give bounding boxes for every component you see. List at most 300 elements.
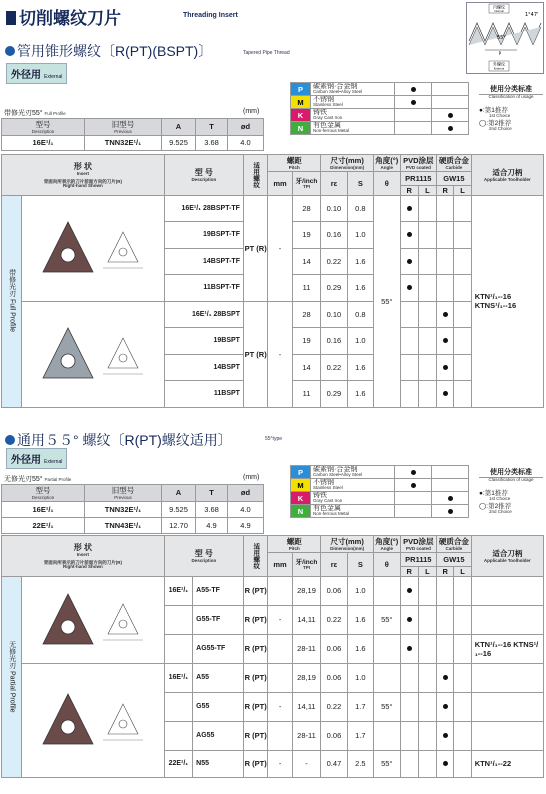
recommend-cell bbox=[437, 222, 454, 249]
diagram-internal-sub: Internal bbox=[494, 10, 504, 13]
recommend-cell bbox=[418, 301, 436, 328]
material-code: P bbox=[291, 466, 311, 479]
recommend-cell bbox=[437, 275, 454, 302]
bullet-icon bbox=[5, 435, 15, 445]
tpi-cell: - bbox=[292, 750, 320, 777]
col-hand: L bbox=[454, 566, 471, 576]
diagram-angle2: 1°47' bbox=[525, 12, 539, 18]
recommend-cell bbox=[400, 328, 418, 355]
s-cell: 1.0 bbox=[347, 222, 373, 249]
recommend-cell bbox=[400, 605, 418, 634]
toolholder-cell bbox=[471, 605, 543, 634]
recommend-cell bbox=[395, 122, 432, 135]
table-row bbox=[2, 195, 544, 222]
col-theta: θ bbox=[374, 171, 400, 195]
first-choice-dot-icon bbox=[411, 87, 416, 92]
angle-cell: 55° bbox=[374, 605, 400, 634]
prefix-cell: 16E¹/₁ bbox=[164, 576, 192, 605]
tpi-cell: 28-11 bbox=[292, 721, 320, 750]
model-cell: 11BSPT bbox=[164, 381, 243, 408]
model-cell: 14BSPT bbox=[164, 354, 243, 381]
angle-cell: 55° bbox=[374, 750, 400, 777]
applic-cell: R (PT) bbox=[243, 692, 267, 721]
tpi-cell: 28 bbox=[292, 195, 320, 222]
re-cell: 0.22 bbox=[321, 248, 347, 275]
recommend-cell bbox=[400, 301, 418, 328]
recommend-cell bbox=[418, 576, 436, 605]
first-choice-dot-icon bbox=[411, 483, 416, 488]
diagram-external-sub: External bbox=[493, 67, 505, 71]
side-label: 无修光刃 Partial Profile bbox=[2, 576, 22, 777]
table-row bbox=[2, 301, 544, 328]
col-tpi: 牙/inch TPI bbox=[292, 552, 320, 576]
recommend-cell bbox=[437, 721, 454, 750]
first-choice-dot-icon bbox=[443, 391, 448, 396]
s-cell: 0.8 bbox=[347, 195, 373, 222]
recommend-cell bbox=[400, 222, 418, 249]
recommend-cell bbox=[432, 492, 469, 505]
toolholder-cell bbox=[471, 692, 543, 721]
re-cell: 0.06 bbox=[321, 576, 347, 605]
thread-profile-diagram bbox=[466, 2, 544, 74]
prefix-cell bbox=[164, 605, 192, 634]
applic-cell: R (PT) bbox=[243, 663, 267, 692]
s-cell: 1.6 bbox=[347, 275, 373, 302]
first-choice-dot-icon bbox=[443, 761, 448, 766]
model-cell: G55 bbox=[193, 692, 244, 721]
col-hand: R bbox=[437, 566, 454, 576]
first-choice-dot-icon bbox=[407, 646, 412, 651]
model-cell: A55-TF bbox=[193, 576, 244, 605]
first-choice-dot-icon bbox=[443, 338, 448, 343]
model-cell: G55-TF bbox=[193, 605, 244, 634]
re-cell: 0.16 bbox=[321, 328, 347, 355]
material-code: P bbox=[291, 83, 311, 96]
col-s: S bbox=[347, 552, 373, 576]
recommend-cell bbox=[418, 692, 436, 721]
applic-cell: R (PT) bbox=[243, 721, 267, 750]
s-cell: 1.6 bbox=[347, 248, 373, 275]
col-applicable-thread: 适用螺纹 bbox=[243, 155, 267, 196]
recommend-cell bbox=[418, 721, 436, 750]
applic-cell: PT (R) bbox=[243, 301, 267, 407]
re-cell: 0.10 bbox=[321, 195, 347, 222]
first-choice-dot-icon bbox=[407, 232, 412, 237]
re-cell: 0.22 bbox=[321, 354, 347, 381]
re-cell: 0.06 bbox=[321, 663, 347, 692]
recommend-cell bbox=[400, 381, 418, 408]
material-row bbox=[291, 109, 469, 122]
section2-external-tag: 外径用 External bbox=[6, 448, 67, 469]
material-row bbox=[291, 83, 469, 96]
material-label: 铸铁 Gray Cast Iron bbox=[311, 492, 395, 505]
recommend-cell bbox=[418, 195, 436, 222]
re-cell: 0.06 bbox=[321, 634, 347, 663]
col-toolholder: 适合刀柄 Applicable Toolholder bbox=[471, 536, 543, 577]
recommend-cell bbox=[437, 328, 454, 355]
recommend-cell bbox=[395, 479, 432, 492]
col-pvd: PVD涂层 PVD coated bbox=[400, 155, 437, 172]
model-cell: A55 bbox=[193, 663, 244, 692]
prefix-cell bbox=[164, 634, 192, 663]
first-choice-dot-icon bbox=[448, 113, 453, 118]
tpi-cell: 19 bbox=[292, 222, 320, 249]
recommend-cell bbox=[395, 466, 432, 479]
page-title-en: Threading Insert bbox=[183, 12, 238, 19]
recommend-cell bbox=[395, 505, 432, 518]
s-cell: 1.7 bbox=[347, 692, 373, 721]
model-cell: AG55 bbox=[193, 721, 244, 750]
col-hand: L bbox=[418, 566, 436, 576]
tpi-cell: 14 bbox=[292, 248, 320, 275]
s-cell: 1.6 bbox=[347, 605, 373, 634]
first-choice-dot-icon bbox=[407, 259, 412, 264]
col-mm: mm bbox=[268, 552, 292, 576]
prefix-cell bbox=[164, 692, 192, 721]
recommend-cell bbox=[454, 222, 471, 249]
recommend-cell bbox=[454, 692, 471, 721]
recommend-cell bbox=[437, 663, 454, 692]
section2-material-legend bbox=[290, 465, 469, 518]
col-pitch: 螺距 Pitch bbox=[268, 536, 321, 553]
section1-external-tag: 外径用 External bbox=[6, 63, 67, 84]
material-code: K bbox=[291, 109, 311, 122]
table-row bbox=[2, 576, 544, 605]
col-re: rε bbox=[321, 171, 347, 195]
insert-image bbox=[22, 576, 164, 663]
tpi-cell: 11 bbox=[292, 275, 320, 302]
recommend-cell bbox=[418, 222, 436, 249]
section1-material-legend bbox=[290, 82, 469, 135]
first-choice-dot-icon bbox=[443, 365, 448, 370]
angle-cell: 55° bbox=[374, 692, 400, 721]
recommend-cell bbox=[400, 354, 418, 381]
section2-main-table bbox=[1, 535, 544, 778]
recommend-cell bbox=[454, 328, 471, 355]
material-row bbox=[291, 466, 469, 479]
recommend-cell bbox=[454, 275, 471, 302]
recommend-cell bbox=[418, 381, 436, 408]
mm-cell: - bbox=[268, 605, 292, 634]
col-hand: L bbox=[454, 185, 471, 195]
recommend-cell bbox=[418, 663, 436, 692]
recommend-cell bbox=[400, 195, 418, 222]
toolholder-cell: KTN¹/₁--16 KTNS¹/₁--16 bbox=[471, 634, 543, 663]
col-pr1115: PR1115 bbox=[400, 171, 437, 185]
col-model: 型 号 Description bbox=[164, 536, 243, 577]
col-gw15: GW15 bbox=[437, 552, 472, 566]
thread-profile-svg bbox=[467, 3, 543, 73]
s-cell: 1.6 bbox=[347, 381, 373, 408]
recommend-cell bbox=[437, 301, 454, 328]
material-label: 碳素钢·合金钢 Carbon Steel•Alloy Steel bbox=[311, 83, 395, 96]
col-theta: θ bbox=[374, 552, 400, 576]
material-code: M bbox=[291, 96, 311, 109]
recommend-cell bbox=[400, 692, 418, 721]
col-gw15: GW15 bbox=[437, 171, 472, 185]
col-pr1115: PR1115 bbox=[400, 552, 437, 566]
insert-image bbox=[22, 663, 164, 777]
mm-cell: - bbox=[268, 195, 292, 301]
toolholder-cell: KTN¹/₁--22 bbox=[471, 750, 543, 777]
section2-title: 通用５５° 螺纹〔R(PT)螺纹适用〕 bbox=[5, 430, 232, 450]
first-choice-dot-icon bbox=[443, 312, 448, 317]
tpi-cell: 28-11 bbox=[292, 634, 320, 663]
angle-cell bbox=[374, 576, 400, 605]
first-choice-dot-icon bbox=[407, 285, 412, 290]
tpi-cell: 28,19 bbox=[292, 663, 320, 692]
mm-cell bbox=[268, 576, 292, 605]
model-cell: 11BSPT-TF bbox=[164, 275, 243, 302]
s-cell: 1.0 bbox=[347, 576, 373, 605]
re-cell: 0.16 bbox=[321, 222, 347, 249]
angle-cell: 55° bbox=[374, 195, 400, 407]
first-choice-dot-icon bbox=[448, 496, 453, 501]
tpi-cell: 28 bbox=[292, 301, 320, 328]
recommend-cell bbox=[395, 492, 432, 505]
recommend-cell bbox=[395, 109, 432, 122]
col-shape: 形 状 Insert 背面向所表示的刀片前面方向的刀片(R) Right-hand Shown bbox=[2, 536, 165, 577]
recommend-cell bbox=[437, 354, 454, 381]
section1-profile-label: 带修光刃55° Full Profile bbox=[4, 110, 66, 117]
material-code: K bbox=[291, 492, 311, 505]
tpi-cell: 14,11 bbox=[292, 605, 320, 634]
col-s: S bbox=[347, 171, 373, 195]
angle-cell bbox=[374, 663, 400, 692]
tpi-cell: 14,11 bbox=[292, 692, 320, 721]
s-cell: 2.5 bbox=[347, 750, 373, 777]
recommend-cell bbox=[432, 479, 469, 492]
col-applicable-thread: 适用螺纹 bbox=[243, 536, 267, 577]
diagram-internal-label: 内螺纹 bbox=[493, 4, 505, 10]
re-cell: 0.22 bbox=[321, 605, 347, 634]
section2-mm-label: (mm) bbox=[243, 474, 260, 481]
re-cell: 0.47 bbox=[321, 750, 347, 777]
mm-cell bbox=[268, 663, 292, 692]
col-carbide: 硬质合金 Carbide bbox=[437, 155, 472, 172]
applic-cell: PT (R) bbox=[243, 195, 267, 301]
col-dimension: 尺寸(mm) Dimension(mm) bbox=[321, 536, 374, 553]
section1-title: 管用锥形螺纹〔R(PT)(BSPT)〕 bbox=[5, 41, 212, 61]
model-cell: 19BSPT-TF bbox=[164, 222, 243, 249]
angle-cell bbox=[374, 634, 400, 663]
col-pitch: 螺距 Pitch bbox=[268, 155, 321, 172]
material-code: N bbox=[291, 505, 311, 518]
diagram-angle: 55° bbox=[497, 35, 506, 41]
material-label: 不锈钢 Stainless Steel bbox=[311, 479, 395, 492]
diagram-external-label: 外螺纹 bbox=[493, 61, 505, 67]
recommend-cell bbox=[454, 248, 471, 275]
recommend-cell bbox=[432, 96, 469, 109]
toolholder-cell: KTN¹/₁--16 KTNS¹/₁--16 bbox=[471, 195, 543, 407]
first-choice-dot-icon bbox=[443, 675, 448, 680]
section1-dimension-table: 型号 Description 旧型号 Previous A T ød 16E¹/₁ TNN32E¹/₁ 9.525 3.68 4.0 bbox=[1, 118, 264, 151]
recommend-cell bbox=[437, 248, 454, 275]
mm-cell: - bbox=[268, 750, 292, 777]
applic-cell: R (PT) bbox=[243, 605, 267, 634]
recommend-cell bbox=[432, 122, 469, 135]
page-title-text: 切削螺纹刀片 bbox=[19, 9, 121, 28]
prefix-cell bbox=[164, 721, 192, 750]
section2-dimension-table: 型号 Description 旧型号 Previous A T ød 16E¹/₁ TNN32E¹/₁ 9.525 3.68 4.0 22E¹/₁ TNN43E¹/₁ 12.70 4.9 4.9 bbox=[1, 484, 264, 534]
recommend-cell bbox=[400, 721, 418, 750]
col-tpi: 牙/inch TPI bbox=[292, 171, 320, 195]
prefix-cell: 22E¹/₁ bbox=[164, 750, 192, 777]
col-toolholder: 适合刀柄 Applicable Toolholder bbox=[471, 155, 543, 196]
col-angle: 角度(°) Angle bbox=[375, 537, 399, 551]
recommend-cell bbox=[454, 663, 471, 692]
first-choice-dot-icon bbox=[407, 206, 412, 211]
re-cell: 0.10 bbox=[321, 301, 347, 328]
recommend-cell bbox=[454, 605, 471, 634]
recommend-cell bbox=[432, 505, 469, 518]
mm-cell bbox=[268, 721, 292, 750]
insert-image bbox=[22, 301, 164, 407]
material-label: 铸铁 Gray Cast Iron bbox=[311, 109, 395, 122]
recommend-cell bbox=[437, 634, 454, 663]
toolholder-cell bbox=[471, 721, 543, 750]
col-hand: R bbox=[437, 185, 454, 195]
recommend-cell bbox=[454, 721, 471, 750]
first-choice-dot-icon bbox=[407, 617, 412, 622]
recommend-cell bbox=[432, 83, 469, 96]
material-label: 不锈钢 Stainless Steel bbox=[311, 96, 395, 109]
tpi-cell: 14 bbox=[292, 354, 320, 381]
material-row bbox=[291, 479, 469, 492]
recommend-cell bbox=[418, 328, 436, 355]
s-cell: 1.0 bbox=[347, 328, 373, 355]
re-cell: 0.29 bbox=[321, 381, 347, 408]
material-code: N bbox=[291, 122, 311, 135]
recommend-cell bbox=[418, 354, 436, 381]
recommend-cell bbox=[432, 109, 469, 122]
side-label: 带修光刃 Full Profile bbox=[2, 195, 22, 407]
section1-classification: 使用分类标准 Classification of usage ●:第1推荐 1st Choice ◯:第2推荐 2nd Choice bbox=[479, 84, 543, 132]
first-choice-dot-icon bbox=[448, 126, 453, 131]
recommend-cell bbox=[400, 750, 418, 777]
mm-cell: - bbox=[268, 301, 292, 407]
material-label: 有色金属 Non-ferrous Metal bbox=[311, 505, 395, 518]
col-angle: 角度(°) Angle bbox=[375, 156, 399, 170]
recommend-cell bbox=[418, 634, 436, 663]
col-hand: L bbox=[418, 185, 436, 195]
recommend-cell bbox=[437, 381, 454, 408]
first-choice-dot-icon bbox=[448, 509, 453, 514]
section1-main-table bbox=[1, 154, 544, 408]
col-dimension: 尺寸(mm) Dimension(mm) bbox=[321, 155, 374, 172]
recommend-cell bbox=[418, 750, 436, 777]
toolholder-cell bbox=[471, 663, 543, 692]
model-cell: 19BSPT bbox=[164, 328, 243, 355]
applic-cell: R (PT) bbox=[243, 634, 267, 663]
material-row bbox=[291, 492, 469, 505]
s-cell: 1.6 bbox=[347, 634, 373, 663]
prefix-cell: 16E¹/₁ bbox=[164, 663, 192, 692]
mm-cell bbox=[268, 634, 292, 663]
material-label: 有色金属 Non-ferrous Metal bbox=[311, 122, 395, 135]
model-cell: 14BSPT-TF bbox=[164, 248, 243, 275]
recommend-cell bbox=[437, 195, 454, 222]
first-choice-dot-icon bbox=[407, 588, 412, 593]
recommend-cell bbox=[454, 634, 471, 663]
s-cell: 1.0 bbox=[347, 663, 373, 692]
col-shape: 形 状 Insert 背面向所表示的刀片前面方向的刀片(R) Right-hand Shown bbox=[2, 155, 165, 196]
recommend-cell bbox=[437, 605, 454, 634]
first-choice-dot-icon bbox=[443, 704, 448, 709]
material-code: M bbox=[291, 479, 311, 492]
recommend-cell bbox=[454, 195, 471, 222]
recommend-cell bbox=[454, 576, 471, 605]
applic-cell: R (PT) bbox=[243, 750, 267, 777]
recommend-cell bbox=[454, 354, 471, 381]
tpi-cell: 11 bbox=[292, 381, 320, 408]
col-hand: R bbox=[400, 566, 418, 576]
model-cell: 16E¹/₁ 28BSPT bbox=[164, 301, 243, 328]
material-row bbox=[291, 122, 469, 135]
recommend-cell bbox=[400, 576, 418, 605]
applic-cell: R (PT) bbox=[243, 576, 267, 605]
section2-profile-label: 无修光刃55° Partial Profile bbox=[4, 476, 72, 483]
recommend-cell bbox=[400, 248, 418, 275]
recommend-cell bbox=[454, 750, 471, 777]
col-pvd: PVD涂层 PVD coated bbox=[400, 536, 437, 553]
re-cell: 0.22 bbox=[321, 692, 347, 721]
col-carbide: 硬质合金 Carbide bbox=[437, 536, 472, 553]
col-re: rε bbox=[321, 552, 347, 576]
page-title bbox=[6, 4, 121, 29]
section2-classification: 使用分类标准 Classification of usage ●:第1推荐 1st Choice ◯:第2推荐 2nd Choice bbox=[479, 467, 543, 515]
section1-mm-label: (mm) bbox=[243, 108, 260, 115]
col-hand: R bbox=[400, 185, 418, 195]
recommend-cell bbox=[418, 605, 436, 634]
model-cell: AG55-TF bbox=[193, 634, 244, 663]
re-cell: 0.29 bbox=[321, 275, 347, 302]
material-row bbox=[291, 96, 469, 109]
col-mm: mm bbox=[268, 171, 292, 195]
first-choice-dot-icon bbox=[411, 470, 416, 475]
recommend-cell bbox=[400, 663, 418, 692]
model-cell: 16E¹/₁ 28BSPT-TF bbox=[164, 195, 243, 222]
recommend-cell bbox=[418, 248, 436, 275]
model-cell: N55 bbox=[193, 750, 244, 777]
section2-title-en: 55°type bbox=[265, 436, 283, 442]
s-cell: 0.8 bbox=[347, 301, 373, 328]
table-row bbox=[2, 663, 544, 692]
tpi-cell: 19 bbox=[292, 328, 320, 355]
recommend-cell bbox=[400, 634, 418, 663]
bullet-icon bbox=[5, 46, 15, 56]
first-choice-dot-icon bbox=[443, 733, 448, 738]
material-label: 碳素钢·合金钢 Carbon Steel•Alloy Steel bbox=[311, 466, 395, 479]
section1-title-en: Tapered Pipe Thread bbox=[243, 50, 290, 56]
diagram-pitch: P bbox=[498, 51, 502, 56]
recommend-cell bbox=[454, 381, 471, 408]
recommend-cell bbox=[418, 275, 436, 302]
s-cell: 1.7 bbox=[347, 721, 373, 750]
recommend-cell bbox=[437, 750, 454, 777]
recommend-cell bbox=[432, 466, 469, 479]
angle-cell bbox=[374, 721, 400, 750]
re-cell: 0.06 bbox=[321, 721, 347, 750]
recommend-cell bbox=[395, 96, 432, 109]
recommend-cell bbox=[395, 83, 432, 96]
s-cell: 1.6 bbox=[347, 354, 373, 381]
toolholder-cell bbox=[471, 576, 543, 605]
col-model: 型 号 Description bbox=[164, 155, 243, 196]
tpi-cell: 28,19 bbox=[292, 576, 320, 605]
recommend-cell bbox=[454, 301, 471, 328]
first-choice-dot-icon bbox=[411, 100, 416, 105]
